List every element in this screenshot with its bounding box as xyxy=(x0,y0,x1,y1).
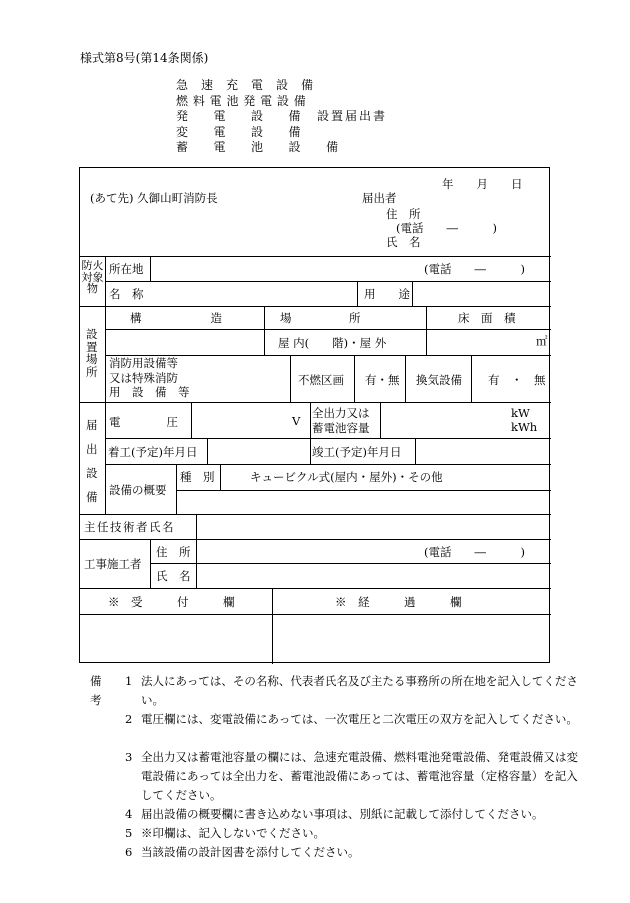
note-item xyxy=(125,843,585,862)
note-text: 当該設備の設計図書を添付してください。 xyxy=(141,845,360,859)
notifier-phone-label: (電話 ― ) xyxy=(396,221,497,235)
engineer-name-label: 主任技術者氏名 xyxy=(84,520,175,534)
ventilation-label: 換気設備 xyxy=(416,373,462,387)
use-label: 用 途 xyxy=(364,287,410,301)
output-label: 全出力又は 蓄電池容量 xyxy=(312,406,370,435)
type-label: 種 別 xyxy=(180,470,215,484)
voltage-unit: V xyxy=(292,414,301,428)
note-number: 5 xyxy=(125,826,133,840)
fireproof-label: 不燃区画 xyxy=(298,373,344,387)
completion-date-label: 竣工(予定)年月日 xyxy=(312,445,402,459)
form-number: 様式第8号(第14条関係) xyxy=(80,51,209,65)
addressee: (あて先) 久御山町消防長 xyxy=(90,191,218,205)
notification-form-table xyxy=(79,167,550,663)
output-unit-kw: kW xyxy=(511,406,530,420)
fireproof-value: 有・無 xyxy=(365,373,400,387)
title-line-4: 変 電 設 備 xyxy=(176,124,302,139)
note-text: ※印欄は、記入しないでください。 xyxy=(141,826,325,840)
note-number: 1 xyxy=(125,674,133,688)
note-number: 6 xyxy=(125,845,133,859)
fire-target-group-label: 防火対象物 xyxy=(81,259,104,295)
note-item xyxy=(125,824,585,843)
install-place-group-label: 設置場所 xyxy=(86,327,98,379)
start-date-label: 着工(予定)年月日 xyxy=(108,445,198,459)
contractor-phone-label: (電話 ― ) xyxy=(424,545,525,559)
note-text: 電圧欄には、変電設備にあっては、一次電圧と二次電圧の双方を記入してください。 xyxy=(141,712,578,726)
note-item xyxy=(125,805,585,824)
ventilation-value: 有 ・ 無 xyxy=(488,373,546,387)
area-unit: ㎡ xyxy=(536,334,548,348)
notes-heading: 備考 xyxy=(90,674,102,707)
title-line-2: 燃 料 電 池 発 電 設 備 xyxy=(176,93,307,108)
note-number: 3 xyxy=(125,750,133,764)
floor-area-label: 床 面 積 xyxy=(458,311,516,325)
notifier-address-label: 住 所 xyxy=(386,207,421,221)
fire-equipment-label: 消防用設備等 又は特殊消防 用 設 備 等 xyxy=(109,356,190,399)
location-label: 所在地 xyxy=(109,262,144,276)
voltage-label: 電 圧 xyxy=(109,415,178,429)
date-label: 年 月 日 xyxy=(442,177,523,191)
note-item xyxy=(125,710,585,729)
note-item xyxy=(125,748,585,805)
reception-label: ※ 受 付 欄 xyxy=(108,595,235,609)
title-line-3: 発 電 設 備 xyxy=(176,109,302,123)
note-number: 4 xyxy=(125,807,133,821)
title-line-5: 蓄 電 池 設 備 xyxy=(176,140,339,154)
overview-label: 設備の概要 xyxy=(109,483,167,497)
structure-label: 構 造 xyxy=(130,311,222,325)
note-text: 全出力又は蓄電池容量の欄には、急速充電設備、燃料電池発電設備、発電設備又は変電設備にあっては全出力を、蓄電池設備にあっては、蓄電池容量（定格容量）を記入してください。 xyxy=(141,750,578,802)
output-unit-kwh: kWh xyxy=(511,420,538,434)
note-text: 法人にあっては、その名称、代表者氏名及び主たる事務所の所在地を記入してください。 xyxy=(141,674,578,707)
note-text: 届出設備の概要欄に書き込めない事項は、別紙に記載して添付してください。 xyxy=(141,807,544,821)
contractor-name-label: 氏 名 xyxy=(156,569,191,583)
location-phone-label: (電話 ― ) xyxy=(424,262,525,276)
note-item xyxy=(125,672,585,710)
progress-label: ※ 経 過 欄 xyxy=(335,595,462,609)
indoor-outdoor-value: 屋 内( 階)・屋 外 xyxy=(278,336,387,350)
contractor-address-label: 住 所 xyxy=(156,545,191,559)
notifier-name-label: 氏 名 xyxy=(386,235,421,249)
type-value: キュービクル式(屋内・屋外)・その他 xyxy=(250,470,443,484)
target-name-label: 名 称 xyxy=(109,287,144,301)
equipment-group-label: 届出設備 xyxy=(86,418,98,504)
document-title xyxy=(176,78,388,156)
notifier-label: 届出者 xyxy=(362,191,397,205)
title-line-1: 急 速 充 電 設 備 xyxy=(176,78,314,92)
place-label: 場 所 xyxy=(280,311,361,325)
title-suffix: 設置届出書 xyxy=(317,109,388,123)
note-number: 2 xyxy=(125,712,133,726)
contractor-label: 工事施工者 xyxy=(84,557,142,571)
